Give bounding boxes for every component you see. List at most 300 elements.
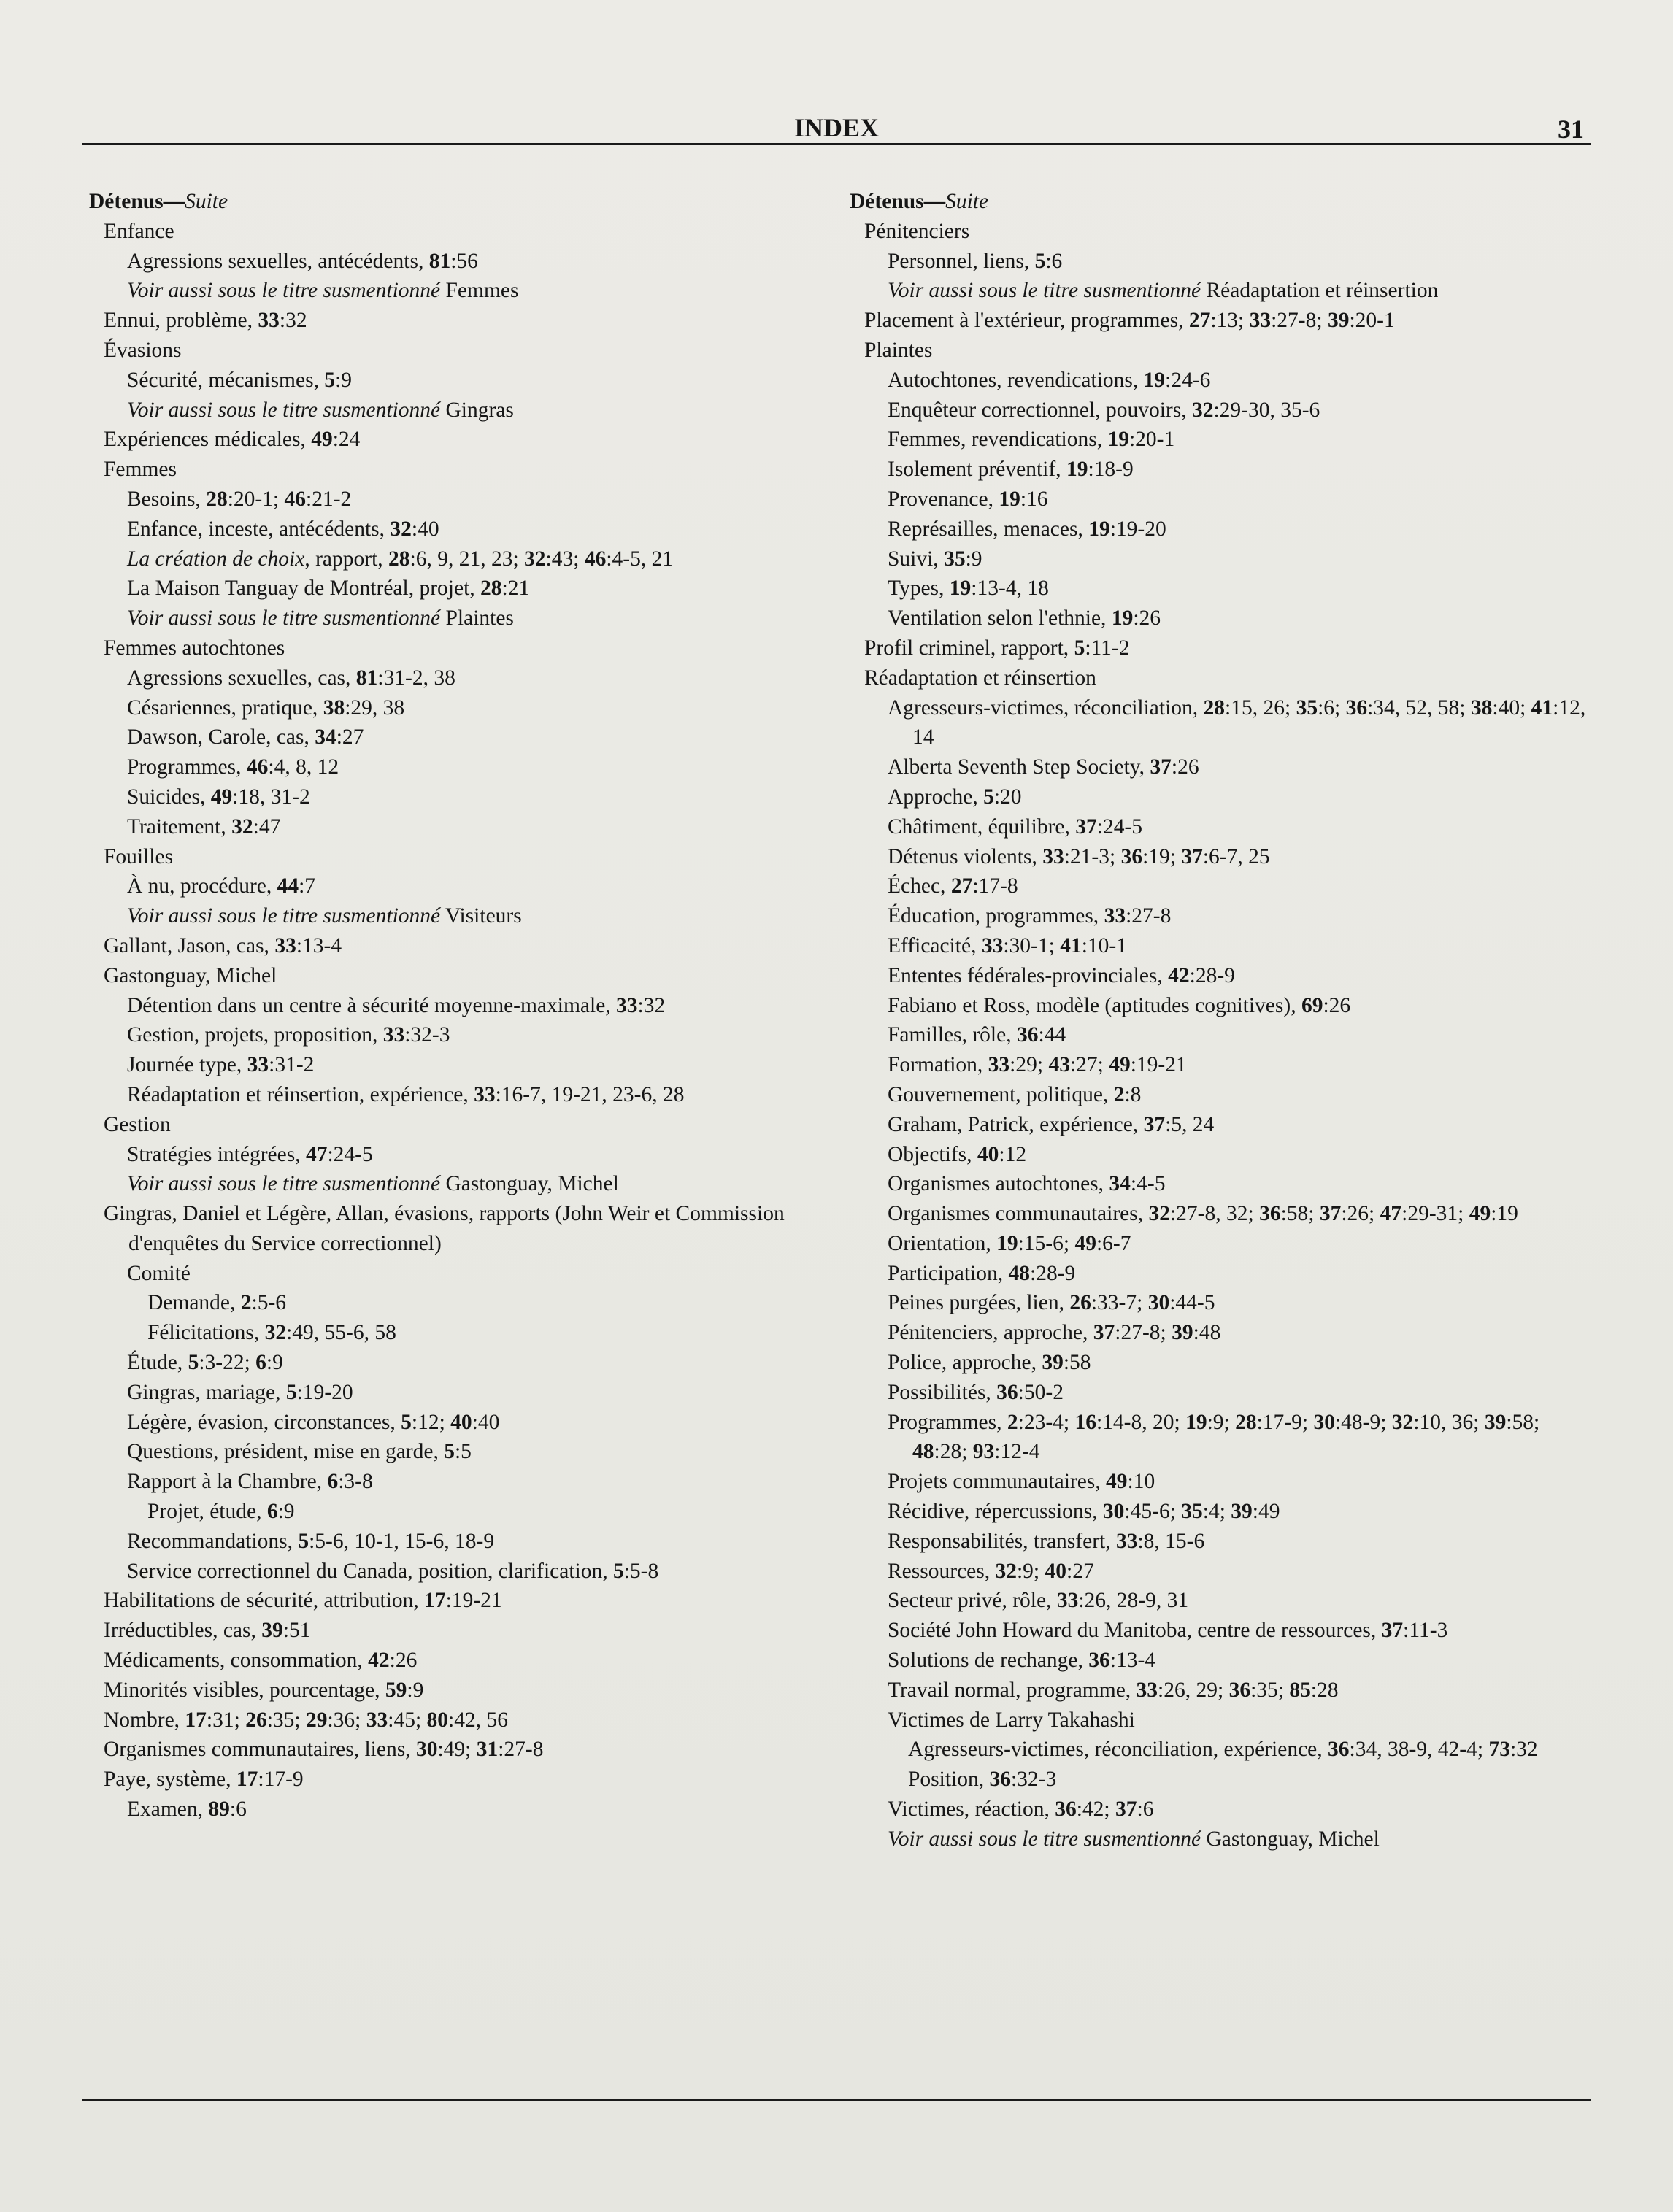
italic-text: Suite bbox=[945, 190, 989, 213]
index-entry bbox=[89, 991, 826, 1021]
issue-number: 17 bbox=[185, 1708, 207, 1732]
entry-text: Efficacité, bbox=[888, 933, 982, 957]
index-entry bbox=[850, 931, 1587, 961]
index-entry bbox=[89, 604, 826, 633]
index-entry bbox=[89, 1765, 826, 1795]
issue-number: 36 bbox=[996, 1380, 1018, 1404]
index-entry bbox=[850, 1259, 1587, 1289]
entry-text: Secteur privé, rôle, bbox=[888, 1589, 1057, 1613]
entry-text: :6 bbox=[229, 1797, 247, 1822]
entry-text: Victimes, réaction, bbox=[888, 1797, 1055, 1822]
index-entry bbox=[850, 1824, 1587, 1854]
index-entry bbox=[850, 1318, 1587, 1348]
entry-text: Provenance, bbox=[888, 487, 999, 511]
issue-number: 37 bbox=[1381, 1619, 1404, 1643]
entry-text: Irréductibles, cas, bbox=[104, 1619, 262, 1643]
index-entry bbox=[89, 1735, 826, 1765]
index-entry bbox=[850, 1795, 1587, 1824]
entry-text: :19-20 bbox=[296, 1380, 353, 1404]
entry-text: Gastonguay, Michel bbox=[1201, 1827, 1380, 1851]
entry-text: :32-3 bbox=[1010, 1768, 1057, 1792]
issue-number: 39 bbox=[1231, 1500, 1253, 1524]
issue-number: 19 bbox=[1088, 517, 1110, 541]
index-entry bbox=[89, 1646, 826, 1676]
issue-number: 46 bbox=[584, 547, 607, 571]
issue-number: 33 bbox=[1056, 1589, 1079, 1613]
entry-text: Gingras, Daniel et Légère, Allan, évasions, rapports (John Weir et Commission d'enquêtes du Service correctionnel) bbox=[104, 1202, 785, 1255]
italic-text: Voir aussi sous le titre susmentionné bbox=[127, 279, 441, 303]
issue-number: 19 bbox=[1107, 428, 1129, 452]
issue-number: 29 bbox=[305, 1708, 328, 1732]
entry-text: Nombre, bbox=[104, 1708, 185, 1732]
issue-number: 38 bbox=[1470, 695, 1493, 720]
issue-number: 41 bbox=[1531, 695, 1553, 720]
issue-number: 33 bbox=[258, 309, 280, 333]
entry-text: Châtiment, équilibre, bbox=[888, 814, 1076, 839]
entry-text: Suicides, bbox=[127, 785, 211, 809]
issue-number: 19 bbox=[949, 577, 972, 601]
issue-number: 32 bbox=[390, 517, 412, 541]
issue-number: 32 bbox=[1148, 1202, 1170, 1226]
entry-text: :3-8 bbox=[338, 1470, 373, 1494]
index-entry bbox=[850, 276, 1587, 306]
entry-text: Femmes bbox=[104, 458, 177, 482]
issue-number: 39 bbox=[1484, 1410, 1507, 1434]
issue-number: 48 bbox=[1008, 1261, 1030, 1285]
issue-number: 48 bbox=[912, 1440, 934, 1464]
issue-number: 19 bbox=[996, 1231, 1018, 1255]
entry-text: :12 bbox=[999, 1142, 1027, 1166]
entry-text: :47 bbox=[253, 814, 281, 839]
entry-text: Félicitations, bbox=[147, 1321, 265, 1345]
issue-number: 33 bbox=[382, 1023, 405, 1047]
entry-text: Ventilation selon l'ethnie, bbox=[888, 606, 1112, 631]
issue-number: 19 bbox=[1066, 458, 1088, 482]
issue-number: 33 bbox=[1042, 844, 1064, 868]
issue-number: 32 bbox=[231, 814, 253, 839]
issue-number: 33 bbox=[988, 1053, 1010, 1077]
entry-text: Plaintes bbox=[864, 338, 933, 362]
entry-text: :56 bbox=[450, 249, 478, 273]
issue-number: 28 bbox=[480, 577, 502, 601]
index-entry bbox=[850, 1467, 1587, 1497]
issue-number: 36 bbox=[989, 1768, 1011, 1792]
entry-text: Détention dans un centre à sécurité moyenne-maximale, bbox=[127, 993, 617, 1017]
entry-text: Recommandations, bbox=[127, 1529, 299, 1553]
entry-text: , rapport, bbox=[304, 547, 389, 571]
index-entry bbox=[850, 812, 1587, 842]
entry-text: Questions, président, mise en garde, bbox=[127, 1440, 445, 1464]
entry-text: :31; bbox=[206, 1708, 246, 1732]
entry-text: Travail normal, programme, bbox=[888, 1678, 1137, 1702]
entry-text: Profil criminel, rapport, bbox=[864, 636, 1074, 660]
index-entry bbox=[89, 663, 826, 693]
entry-text: Médicaments, consommation, bbox=[104, 1649, 369, 1673]
entry-text: :28 bbox=[1310, 1678, 1339, 1702]
entry-text: Familles, rôle, bbox=[888, 1023, 1017, 1047]
issue-number: 47 bbox=[305, 1142, 328, 1166]
index-entry bbox=[89, 1527, 826, 1557]
issue-number: 28 bbox=[1203, 695, 1226, 720]
entry-text: :26 bbox=[1323, 993, 1351, 1017]
entry-text: :27-8, 32; bbox=[1169, 1202, 1260, 1226]
entry-text: :9 bbox=[335, 368, 353, 392]
issue-number: 36 bbox=[1088, 1649, 1110, 1673]
entry-text: :11-2 bbox=[1085, 636, 1130, 660]
italic-text: Suite bbox=[185, 190, 228, 213]
entry-text: :18-9 bbox=[1088, 458, 1134, 482]
index-entry bbox=[89, 752, 826, 782]
entry-text: :58 bbox=[1063, 1351, 1091, 1375]
issue-number: 5 bbox=[324, 368, 336, 392]
entry-text: :26 bbox=[1133, 606, 1161, 631]
entry-text: :40 bbox=[411, 517, 439, 541]
issue-number: 37 bbox=[1115, 1797, 1137, 1822]
entry-text: :13-4, 18 bbox=[971, 577, 1049, 601]
entry-text: :21-2 bbox=[306, 487, 352, 511]
entry-text: Détenus violents, bbox=[888, 844, 1043, 868]
index-entry bbox=[89, 1288, 826, 1318]
index-entry bbox=[89, 1616, 826, 1646]
issue-number: 16 bbox=[1074, 1410, 1096, 1434]
index-entry bbox=[850, 842, 1587, 872]
entry-text: :43; bbox=[545, 547, 585, 571]
issue-number: 5 bbox=[612, 1559, 624, 1583]
index-entry bbox=[850, 752, 1587, 782]
index-entry bbox=[89, 842, 826, 872]
entry-text: Ressources, bbox=[888, 1559, 996, 1583]
issue-number: 33 bbox=[474, 1082, 496, 1106]
index-entry bbox=[89, 1437, 826, 1467]
index-entry bbox=[89, 1795, 826, 1824]
issue-number: 40 bbox=[1045, 1559, 1067, 1583]
entry-text: :24-6 bbox=[1165, 368, 1211, 392]
entry-text: Récidive, répercussions, bbox=[888, 1500, 1103, 1524]
entry-text: :28-9 bbox=[1030, 1261, 1076, 1285]
index-entry bbox=[850, 306, 1587, 336]
index-entry bbox=[850, 1080, 1587, 1110]
italic-text: Voir aussi sous le titre susmentionné bbox=[127, 1172, 441, 1196]
index-entry bbox=[850, 991, 1587, 1021]
index-entry bbox=[89, 366, 826, 396]
issue-number: 5 bbox=[983, 785, 994, 809]
entry-text: :49; bbox=[437, 1738, 477, 1762]
index-entry bbox=[850, 961, 1587, 991]
issue-number: 5 bbox=[298, 1529, 309, 1553]
entry-text: :24 bbox=[332, 428, 361, 452]
entry-text: :19-21 bbox=[1130, 1053, 1187, 1077]
entry-text: Femmes bbox=[440, 279, 519, 303]
issue-number: 5 bbox=[444, 1440, 455, 1464]
entry-text: :13; bbox=[1210, 309, 1250, 333]
index-entry bbox=[850, 396, 1587, 425]
entry-text: Alberta Seventh Step Society, bbox=[888, 755, 1150, 779]
issue-number: 49 bbox=[210, 785, 233, 809]
issue-number: 44 bbox=[277, 874, 299, 898]
issue-number: 33 bbox=[247, 1053, 269, 1077]
index-entry bbox=[850, 1676, 1587, 1706]
index-entry bbox=[850, 425, 1587, 455]
index-entry bbox=[850, 515, 1587, 544]
index-entry bbox=[850, 663, 1587, 693]
entry-text: Gingras bbox=[440, 398, 514, 422]
page-header bbox=[82, 109, 1591, 144]
issue-number: 30 bbox=[1102, 1500, 1125, 1524]
italic-text: Voir aussi sous le titre susmentionné bbox=[888, 1827, 1201, 1851]
entry-text: :17-9 bbox=[258, 1768, 304, 1792]
index-entry bbox=[850, 782, 1587, 812]
entry-text: Gingras, mariage, bbox=[127, 1380, 286, 1404]
entry-text: :45; bbox=[388, 1708, 427, 1732]
issue-number: 81 bbox=[428, 249, 451, 273]
italic-text: La création de choix bbox=[127, 547, 305, 571]
entry-text: Rapport à la Chambre, bbox=[127, 1470, 328, 1494]
entry-text: Organismes autochtones, bbox=[888, 1172, 1109, 1196]
entry-text: Besoins, bbox=[127, 487, 207, 511]
entry-text: :4, 8, 12 bbox=[268, 755, 339, 779]
issue-number: 2 bbox=[1007, 1410, 1018, 1434]
issue-number: 2 bbox=[1113, 1082, 1125, 1106]
entry-text: Expériences médicales, bbox=[104, 428, 312, 452]
issue-number: 35 bbox=[944, 547, 966, 571]
entry-text: :35; bbox=[1250, 1678, 1290, 1702]
entry-text: :5-6 bbox=[251, 1291, 287, 1315]
issue-number: 42 bbox=[1168, 963, 1190, 987]
entry-text: :6-7 bbox=[1096, 1231, 1131, 1255]
index-entry bbox=[89, 1348, 826, 1378]
entry-text: :18, 31-2 bbox=[232, 785, 310, 809]
index-entry bbox=[89, 1050, 826, 1080]
issue-number: 49 bbox=[311, 428, 333, 452]
entry-text: :12, 14 bbox=[912, 695, 1586, 749]
issue-number: 49 bbox=[1074, 1231, 1096, 1255]
entry-text: Césariennes, pratique, bbox=[127, 695, 323, 720]
entry-text: Projet, étude, bbox=[147, 1500, 267, 1524]
entry-text: :44-5 bbox=[1169, 1291, 1215, 1315]
entry-text: :29, 38 bbox=[345, 695, 405, 720]
index-column-left bbox=[89, 187, 826, 1824]
index-entry bbox=[89, 276, 826, 306]
entry-text: :40; bbox=[1492, 695, 1531, 720]
issue-number: 37 bbox=[1075, 814, 1097, 839]
entry-text: :19; bbox=[1142, 844, 1182, 868]
index-entry bbox=[850, 544, 1587, 574]
entry-text: Enfance, inceste, antécédents, bbox=[127, 517, 391, 541]
issue-number: 33 bbox=[366, 1708, 388, 1732]
issue-number: 46 bbox=[284, 487, 307, 511]
index-entry bbox=[89, 544, 826, 574]
entry-text: Objectifs, bbox=[888, 1142, 977, 1166]
index-entry bbox=[850, 604, 1587, 633]
entry-text: :34, 38-9, 42-4; bbox=[1349, 1738, 1489, 1762]
index-entry bbox=[850, 1169, 1587, 1199]
entry-text: :4-5 bbox=[1130, 1172, 1166, 1196]
entry-text: :23-4; bbox=[1018, 1410, 1075, 1434]
issue-number: 89 bbox=[208, 1797, 230, 1822]
entry-text: :32 bbox=[279, 309, 307, 333]
entry-text: Types, bbox=[888, 577, 950, 601]
entry-text: Pénitenciers bbox=[864, 219, 970, 243]
entry-text: :26 bbox=[1171, 755, 1199, 779]
entry-text: :27-8; bbox=[1271, 309, 1328, 333]
entry-text: :51 bbox=[282, 1619, 311, 1643]
issue-number: 37 bbox=[1093, 1321, 1115, 1345]
entry-text: Visiteurs bbox=[440, 904, 522, 928]
issue-number: 32 bbox=[264, 1321, 287, 1345]
index-entry bbox=[850, 1378, 1587, 1408]
index-entry bbox=[89, 1169, 826, 1199]
entry-text: :50-2 bbox=[1018, 1380, 1064, 1404]
issue-number: 34 bbox=[315, 725, 336, 749]
issue-number: 40 bbox=[977, 1142, 999, 1166]
entry-text: :58; bbox=[1280, 1202, 1320, 1226]
issue-number: 32 bbox=[995, 1559, 1017, 1583]
index-entry bbox=[89, 425, 826, 455]
entry-text: Stratégies intégrées, bbox=[127, 1142, 306, 1166]
index-entry bbox=[89, 1586, 826, 1616]
entry-text: :36; bbox=[327, 1708, 366, 1732]
index-entry bbox=[89, 217, 826, 247]
issue-number: 30 bbox=[415, 1738, 438, 1762]
entry-text: Éducation, programmes, bbox=[888, 904, 1104, 928]
italic-text: Voir aussi sous le titre susmentionné bbox=[127, 398, 441, 422]
entry-text: :16-7, 19-21, 23-6, 28 bbox=[495, 1082, 685, 1106]
entry-text: Traitement, bbox=[127, 814, 232, 839]
entry-text: :5, 24 bbox=[1165, 1112, 1215, 1136]
entry-text: Gastonguay, Michel bbox=[440, 1172, 619, 1196]
entry-text: Agressions sexuelles, antécédents, bbox=[127, 249, 429, 273]
entry-text: Étude, bbox=[127, 1351, 188, 1375]
entry-text: :16 bbox=[1020, 487, 1048, 511]
entry-text: :33-7; bbox=[1091, 1291, 1148, 1315]
entry-text: :32-3 bbox=[404, 1023, 450, 1047]
entry-text: :6 bbox=[1137, 1797, 1154, 1822]
index-entry bbox=[850, 693, 1587, 753]
issue-number: 27 bbox=[1188, 309, 1211, 333]
entry-text: :30-1; bbox=[1003, 933, 1061, 957]
issue-number: 19 bbox=[1143, 368, 1166, 392]
entry-text: :20 bbox=[993, 785, 1022, 809]
index-entry bbox=[89, 1467, 826, 1497]
entry-text: :27; bbox=[1069, 1053, 1109, 1077]
entry-text: :19-21 bbox=[445, 1589, 502, 1613]
index-entry bbox=[850, 187, 1587, 217]
entry-text: Journée type, bbox=[127, 1053, 247, 1077]
entry-text: :8, 15-6 bbox=[1137, 1529, 1205, 1553]
entry-text: Programmes, bbox=[127, 755, 247, 779]
index-entry bbox=[850, 1735, 1587, 1765]
index-entry bbox=[89, 961, 826, 991]
entry-text: Programmes, bbox=[888, 1410, 1007, 1434]
entry-text: La Maison Tanguay de Montréal, projet, bbox=[127, 577, 481, 601]
entry-text: Suivi, bbox=[888, 547, 945, 571]
issue-number: 32 bbox=[1391, 1410, 1414, 1434]
index-entry bbox=[89, 722, 826, 752]
entry-text: :17-8 bbox=[972, 874, 1018, 898]
index-entry bbox=[850, 1408, 1587, 1468]
issue-number: 27 bbox=[950, 874, 973, 898]
entry-text: Dawson, Carole, cas, bbox=[127, 725, 315, 749]
entry-text: :26 bbox=[389, 1649, 418, 1673]
issue-number: 39 bbox=[1042, 1351, 1064, 1375]
entry-text: :28-9 bbox=[1189, 963, 1235, 987]
index-entry bbox=[89, 396, 826, 425]
issue-number: 5 bbox=[285, 1380, 297, 1404]
entry-text: Gestion, projets, proposition, bbox=[127, 1023, 383, 1047]
issue-number: 36 bbox=[1016, 1023, 1039, 1047]
index-entry bbox=[89, 812, 826, 842]
entry-text: Sécurité, mécanismes, bbox=[127, 368, 325, 392]
issue-number: 34 bbox=[1109, 1172, 1131, 1196]
issue-number: 41 bbox=[1060, 933, 1082, 957]
entry-text: Habilitations de sécurité, attribution, bbox=[104, 1589, 425, 1613]
issue-number: 49 bbox=[1109, 1053, 1131, 1077]
entry-text: Solutions de rechange, bbox=[888, 1649, 1089, 1673]
issue-number: 93 bbox=[972, 1440, 995, 1464]
entry-text: Fouilles bbox=[104, 844, 174, 868]
entry-text: Service correctionnel du Canada, position, clarification, bbox=[127, 1559, 613, 1583]
issue-number: 42 bbox=[368, 1649, 390, 1673]
entry-text: Représailles, menaces, bbox=[888, 517, 1089, 541]
index-entry bbox=[850, 901, 1587, 931]
entry-text: :42, 56 bbox=[448, 1708, 508, 1732]
issue-number: 37 bbox=[1181, 844, 1203, 868]
entry-text: :20-1; bbox=[227, 487, 285, 511]
entry-text: Ententes fédérales-provinciales, bbox=[888, 963, 1169, 987]
issue-number: 36 bbox=[1120, 844, 1143, 868]
index-entry bbox=[850, 633, 1587, 663]
index-entry bbox=[89, 782, 826, 812]
entry-text: :6, 9, 21, 23; bbox=[409, 547, 525, 571]
entry-text: :13-4 bbox=[296, 933, 342, 957]
entry-text: :5-8 bbox=[623, 1559, 659, 1583]
entry-text: :27-8 bbox=[1126, 904, 1172, 928]
index-entry bbox=[89, 1378, 826, 1408]
entry-text: :13-4 bbox=[1109, 1649, 1156, 1673]
entry-text: Ennui, problème, bbox=[104, 309, 258, 333]
issue-number: 28 bbox=[388, 547, 410, 571]
entry-text: Femmes, revendications, bbox=[888, 428, 1108, 452]
index-entry bbox=[850, 1616, 1587, 1646]
entry-text: :5 bbox=[454, 1440, 472, 1464]
issue-number: 38 bbox=[323, 695, 345, 720]
index-entry bbox=[89, 1110, 826, 1140]
issue-number: 30 bbox=[1313, 1410, 1335, 1434]
entry-text: Formation, bbox=[888, 1053, 988, 1077]
index-entry bbox=[89, 336, 826, 366]
entry-text: Gouvernement, politique, bbox=[888, 1082, 1114, 1106]
entry-text: :4; bbox=[1202, 1500, 1231, 1524]
entry-text: Peines purgées, lien, bbox=[888, 1291, 1070, 1315]
issue-number: 19 bbox=[1185, 1410, 1207, 1434]
entry-text: Graham, Patrick, expérience, bbox=[888, 1112, 1144, 1136]
entry-text: :9 bbox=[965, 547, 982, 571]
issue-number: 33 bbox=[616, 993, 638, 1017]
entry-text: :6; bbox=[1318, 695, 1346, 720]
issue-number: 39 bbox=[261, 1619, 283, 1643]
entry-text: :15-6; bbox=[1018, 1231, 1075, 1255]
issue-number: 81 bbox=[355, 666, 378, 690]
entry-text: Minorités visibles, pourcentage, bbox=[104, 1678, 385, 1702]
issue-number: 28 bbox=[206, 487, 228, 511]
entry-text: :44 bbox=[1038, 1023, 1066, 1047]
issue-number: 46 bbox=[246, 755, 269, 779]
entry-text: Enfance bbox=[104, 219, 174, 243]
entry-text: Possibilités, bbox=[888, 1380, 997, 1404]
index-entry bbox=[89, 1497, 826, 1527]
issue-number: 32 bbox=[524, 547, 546, 571]
entry-text: Demande, bbox=[147, 1291, 241, 1315]
